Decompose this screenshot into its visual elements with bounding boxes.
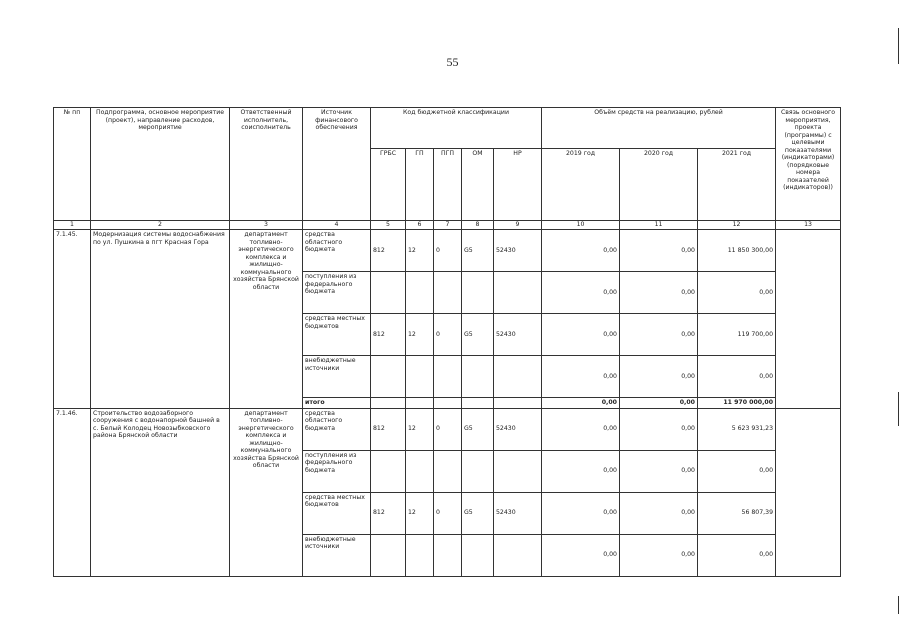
header-2021: 2021 год bbox=[698, 149, 776, 221]
amount-2021: 0,00 bbox=[698, 450, 776, 492]
code-grbs bbox=[371, 450, 406, 492]
item-number: 7.1.45. bbox=[54, 230, 91, 409]
header-no: № пп bbox=[54, 108, 91, 221]
code-np bbox=[494, 534, 542, 576]
page-number: 55 bbox=[446, 55, 459, 69]
funding-source: средства местных бюджетов bbox=[303, 492, 371, 534]
code-grbs: 812 bbox=[371, 408, 406, 450]
amount-2020: 0,00 bbox=[620, 272, 698, 314]
header-gp: ГП bbox=[406, 149, 434, 221]
column-number: 12 bbox=[698, 221, 776, 230]
funding-source: внебюджетные источники bbox=[303, 534, 371, 576]
column-number: 1 bbox=[54, 221, 91, 230]
code-gp: 12 bbox=[406, 408, 434, 450]
amount-2019: 0,00 bbox=[542, 356, 620, 398]
funding-source: средства областного бюджета bbox=[303, 408, 371, 450]
column-number-row bbox=[54, 221, 841, 230]
item-name: Модернизация системы водоснабжения по ул. Пушкина в пгт Красная Гора bbox=[91, 230, 230, 409]
code-om bbox=[462, 534, 494, 576]
header-np: НР bbox=[494, 149, 542, 221]
code-gp bbox=[406, 272, 434, 314]
code-pgp bbox=[434, 356, 462, 398]
amount-2020: 0,00 bbox=[620, 492, 698, 534]
column-number: 9 bbox=[494, 221, 542, 230]
funding-source: поступления из федерального бюджета bbox=[303, 450, 371, 492]
header-link: Связь основного мероприятия, проекта (программы) с целевыми показателями (индикаторами) (порядковые номера показателей (индикаторов)) bbox=[776, 108, 841, 221]
total-label: итого bbox=[303, 398, 371, 409]
amount-2021: 0,00 bbox=[698, 272, 776, 314]
column-number: 7 bbox=[434, 221, 462, 230]
header-om: ОМ bbox=[462, 149, 494, 221]
item-executor: департамент топливно-энергетического комплекса и жилищно-коммунального хозяйства Брянской области bbox=[230, 408, 303, 576]
code-pgp bbox=[434, 534, 462, 576]
code-om: G5 bbox=[462, 408, 494, 450]
code-np bbox=[494, 450, 542, 492]
code-pgp: 0 bbox=[434, 314, 462, 356]
funding-source: средства областного бюджета bbox=[303, 230, 371, 272]
budget-table bbox=[53, 107, 841, 577]
amount-2019: 0,00 bbox=[542, 314, 620, 356]
code-grbs bbox=[371, 272, 406, 314]
code-grbs: 812 bbox=[371, 492, 406, 534]
funding-source: поступления из федерального бюджета bbox=[303, 272, 371, 314]
column-number: 10 bbox=[542, 221, 620, 230]
column-number: 8 bbox=[462, 221, 494, 230]
amount-2020: 0,00 bbox=[620, 356, 698, 398]
item-name: Строительство водозаборного сооружения с водонапорной башней в с. Белый Колодец Новозыбковского района Брянской области bbox=[91, 408, 230, 576]
funding-source: средства местных бюджетов bbox=[303, 314, 371, 356]
code-grbs bbox=[371, 534, 406, 576]
column-number: 5 bbox=[371, 221, 406, 230]
code-om bbox=[462, 356, 494, 398]
code-pgp bbox=[434, 450, 462, 492]
amount-2019: 0,00 bbox=[542, 450, 620, 492]
code-np: 52430 bbox=[494, 314, 542, 356]
amount-2021: 56 807,39 bbox=[698, 492, 776, 534]
header-grbs: ГРБС bbox=[371, 149, 406, 221]
header-2019: 2019 год bbox=[542, 149, 620, 221]
table-row bbox=[54, 230, 841, 272]
header-2020: 2020 год bbox=[620, 149, 698, 221]
header-budget-code: Код бюджетной классификации bbox=[371, 108, 542, 149]
code-gp bbox=[406, 534, 434, 576]
margin-mark bbox=[898, 596, 899, 614]
code-gp bbox=[406, 398, 434, 409]
amount-2020: 0,00 bbox=[620, 230, 698, 272]
header-program: Подпрограмма, основное мероприятие (проект), направление расходов, мероприятие bbox=[91, 108, 230, 221]
amount-2019: 0,00 bbox=[542, 408, 620, 450]
code-np: 52430 bbox=[494, 230, 542, 272]
code-om bbox=[462, 272, 494, 314]
code-grbs bbox=[371, 356, 406, 398]
code-om bbox=[462, 450, 494, 492]
code-gp: 12 bbox=[406, 314, 434, 356]
amount-2019: 0,00 bbox=[542, 492, 620, 534]
amount-2020: 0,00 bbox=[620, 408, 698, 450]
code-np: 52430 bbox=[494, 492, 542, 534]
column-number: 6 bbox=[406, 221, 434, 230]
column-number: 13 bbox=[776, 221, 841, 230]
code-np: 52430 bbox=[494, 408, 542, 450]
margin-mark bbox=[898, 28, 899, 64]
column-number: 3 bbox=[230, 221, 303, 230]
code-pgp bbox=[434, 398, 462, 409]
code-pgp: 0 bbox=[434, 230, 462, 272]
amount-2021: 0,00 bbox=[698, 534, 776, 576]
column-number: 4 bbox=[303, 221, 371, 230]
header-pgp: ПГП bbox=[434, 149, 462, 221]
code-grbs: 812 bbox=[371, 230, 406, 272]
code-pgp: 0 bbox=[434, 492, 462, 534]
amount-2020: 0,00 bbox=[620, 314, 698, 356]
indicator-link bbox=[776, 230, 841, 409]
code-om bbox=[462, 398, 494, 409]
amount-2019: 0,00 bbox=[542, 230, 620, 272]
code-np bbox=[494, 356, 542, 398]
code-gp bbox=[406, 450, 434, 492]
code-om: G5 bbox=[462, 492, 494, 534]
item-number: 7.1.46. bbox=[54, 408, 91, 576]
item-executor: департамент топливно-энергетического комплекса и жилищно-коммунального хозяйства Брянской области bbox=[230, 230, 303, 409]
code-gp bbox=[406, 356, 434, 398]
amount-2021: 5 623 931,23 bbox=[698, 408, 776, 450]
funding-source: внебюджетные источники bbox=[303, 356, 371, 398]
total-2021: 11 970 000,00 bbox=[698, 398, 776, 409]
total-2020: 0,00 bbox=[620, 398, 698, 409]
code-om: G5 bbox=[462, 314, 494, 356]
code-np bbox=[494, 272, 542, 314]
column-number: 2 bbox=[91, 221, 230, 230]
header-source: Источник финансового обеспечения bbox=[303, 108, 371, 221]
code-grbs bbox=[371, 398, 406, 409]
amount-2019: 0,00 bbox=[542, 272, 620, 314]
code-pgp: 0 bbox=[434, 408, 462, 450]
amount-2021: 11 850 300,00 bbox=[698, 230, 776, 272]
indicator-link bbox=[776, 408, 841, 576]
code-gp: 12 bbox=[406, 492, 434, 534]
code-np bbox=[494, 398, 542, 409]
header-volume: Объём средств на реализацию, рублей bbox=[542, 108, 776, 149]
code-gp: 12 bbox=[406, 230, 434, 272]
code-grbs: 812 bbox=[371, 314, 406, 356]
amount-2019: 0,00 bbox=[542, 534, 620, 576]
amount-2021: 119 700,00 bbox=[698, 314, 776, 356]
amount-2021: 0,00 bbox=[698, 356, 776, 398]
margin-mark bbox=[898, 392, 899, 426]
table-row bbox=[54, 408, 841, 450]
amount-2020: 0,00 bbox=[620, 534, 698, 576]
column-number: 11 bbox=[620, 221, 698, 230]
code-pgp bbox=[434, 272, 462, 314]
header-row bbox=[54, 108, 841, 149]
code-om: G5 bbox=[462, 230, 494, 272]
amount-2020: 0,00 bbox=[620, 450, 698, 492]
total-2019: 0,00 bbox=[542, 398, 620, 409]
header-executor: Ответственный исполнитель, соисполнитель bbox=[230, 108, 303, 221]
